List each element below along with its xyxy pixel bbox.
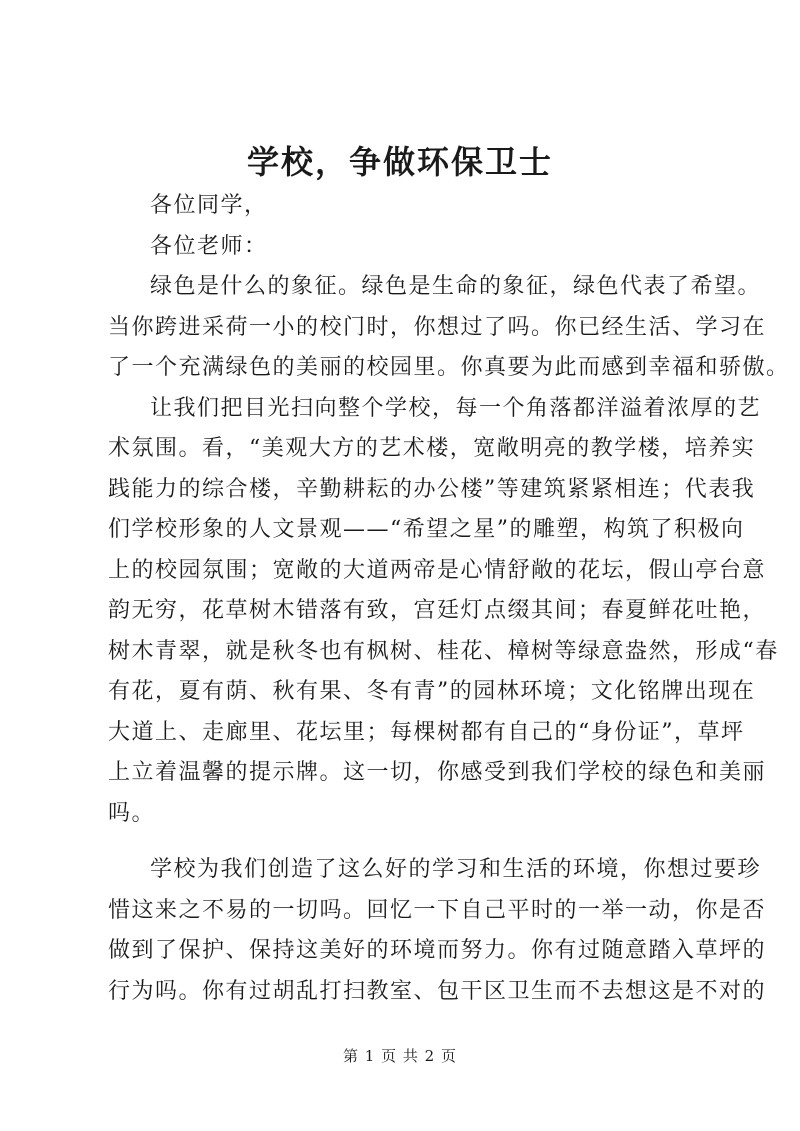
document-body: [108, 186, 790, 1012]
paragraph-line: 术氛围。看，“美观大方的艺术楼，宽敞明亮的教学楼，培养实: [108, 436, 756, 461]
paragraph-2: [108, 389, 779, 835]
paragraph-line: 了一个充满绿色的美丽的校园里。你真要为此而感到幸福和骄傲。: [108, 355, 790, 380]
paragraph-line: 践能力的综合楼，辛勤耕耘的办公楼”等建筑紧紧相连；代表我: [108, 476, 756, 502]
page-title: 学校，争做环保卫士: [246, 143, 553, 181]
paragraph-line: 们学校形象的人文景观——“希望之星”的雕塑，构筑了积极向: [108, 517, 745, 542]
paragraph-line: 学校为我们创造了这么好的学习和生活的环境，你想过要珍: [150, 857, 762, 882]
paragraph-line: 吗。: [108, 800, 156, 826]
salutation-teachers: 各位老师：: [150, 233, 268, 259]
paragraph-line: 做到了保护、保持这美好的环境而努力。你有过随意踏入草坪的: [108, 938, 767, 963]
paragraph-line: 行为吗。你有过胡乱打扫教室、包干区卫生而不去想这是不对的: [108, 978, 767, 1004]
paragraph-line: 有花，夏有荫、秋有果、冬有青”的园林环境；文化铭牌出现在: [108, 679, 756, 704]
page-footer: 第 1 页 共 2 页: [343, 1047, 457, 1065]
paragraph-line: 当你跨进采荷一小的校门时，你想过了吗。你已经生活、学习在: [108, 314, 767, 340]
paragraph-1: [108, 267, 790, 389]
paragraph-line: 树木青翠，就是秋冬也有枫树、桂花、樟树等绿意盎然，形成“春: [108, 638, 779, 664]
paragraph-line: 韵无穷，花草树木错落有致，宫廷灯点缀其间；春夏鲜花吐艳，: [108, 598, 767, 623]
paragraph-line: 绿色是什么的象征。绿色是生命的象征，绿色代表了希望。: [150, 274, 762, 299]
salutation-students: 各位同学，: [150, 193, 268, 218]
paragraph-line: 上的校园氛围；宽敞的大道两帝是心情舒敞的花坛，假山亭台意: [108, 557, 767, 583]
paragraph-3: [108, 850, 767, 1012]
paragraph-line: 让我们把目光扫向整个学校，每一个角落都洋溢着浓厚的艺: [150, 395, 762, 421]
paragraph-line: 上立着温馨的提示牌。这一切，你感受到我们学校的绿色和美丽: [108, 760, 767, 785]
paragraph-line: 惜这来之不易的一切吗。回忆一下自己平时的一举一动，你是否: [108, 897, 767, 923]
paragraph-spacer: [108, 834, 712, 850]
paragraph-line: 大道上、走廊里、花坛里；每棵树都有自己的“身份证”，草坪: [108, 719, 745, 745]
